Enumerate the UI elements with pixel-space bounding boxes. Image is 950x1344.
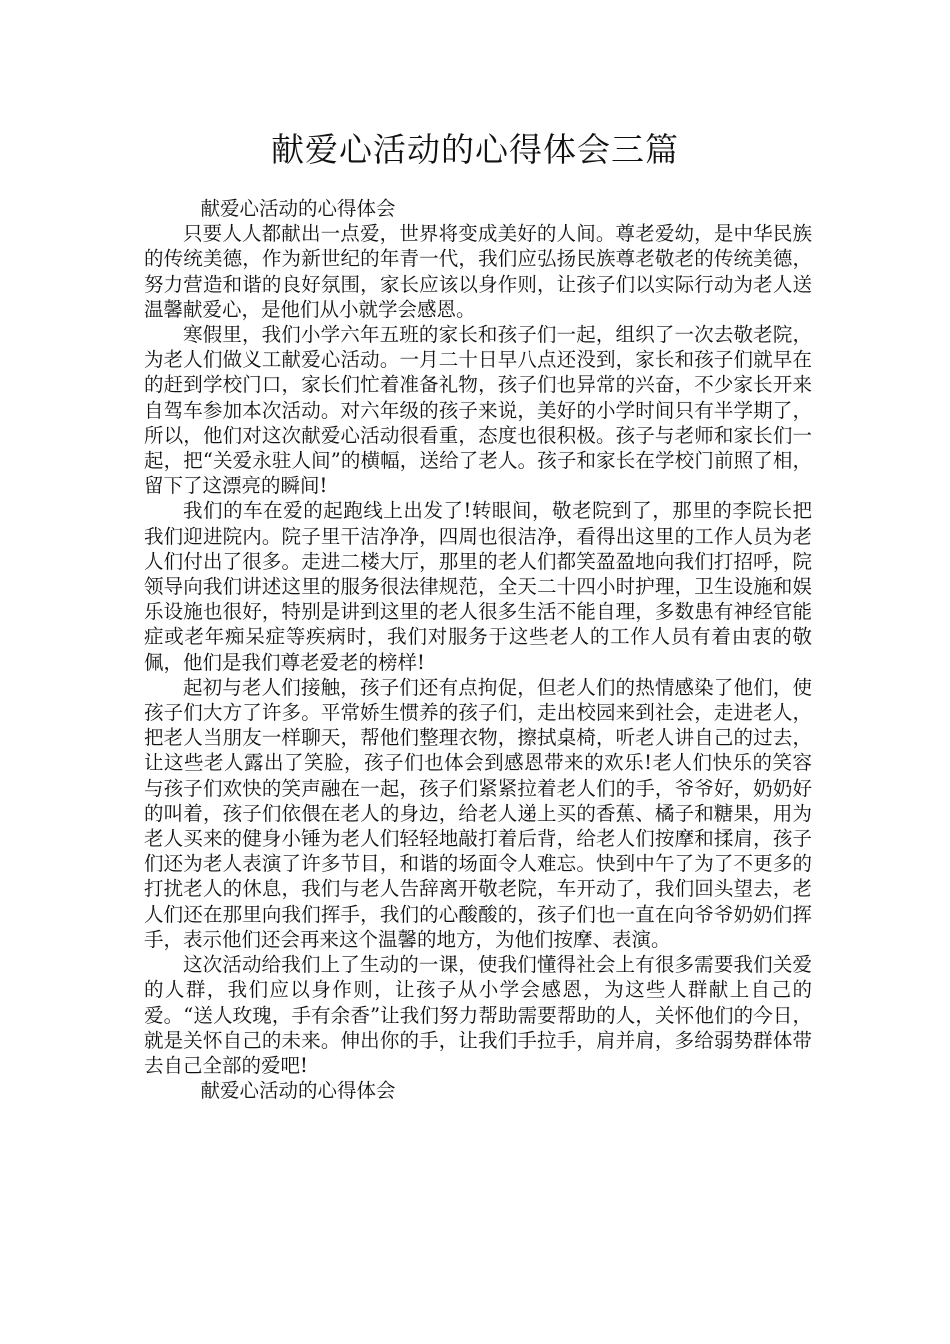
paragraph: 只要人人都献出一点爱，世界将变成美好的人间。尊老爱幼，是中华民族的传统美德，作为新世纪的年青一代，我们应弘扬民族尊老敬老的传统美德，努力营造和谐的良好氛围，家长应该以身作则，让孩子们以实际行动为老人送温馨献爱心，是他们从小就学会感恩。 [144, 222, 812, 321]
document-title: 献爱心活动的心得体会三篇 [271, 130, 679, 169]
paragraph: 寒假里，我们小学六年五班的家长和孩子们一起，组织了一次去敬老院，为老人们做义工献爱心活动。一月二十日早八点还没到，家长和孩子们就早在的赶到学校门口，家长们忙着准备礼物，孩子们也异常的兴奋，不少家长开来自驾车参加本次活动。对六年级的孩子来说，美好的小学时间只有半学期了，所以，他们对这次献爱心活动很看重，态度也很积极。孩子与老师和家长们一起，把“关爱永驻人间”的横幅，送给了老人。孩子和家长在学校门前照了相，留下了这漂亮的瞬间! [144, 323, 812, 498]
section-heading: 献爱心活动的心得体会 [200, 197, 396, 220]
document-body [144, 196, 812, 1103]
paragraph: 我们的车在爱的起跑线上出发了!转眼间，敬老院到了，那里的李院长把我们迎进院内。院子里干洁净净，四周也很洁净，看得出这里的工作人员为老人们付出了很多。走进二楼大厅，那里的老人们都笑盈盈地向我们打招呼，院领导向我们讲述这里的服务很法律规范，全天二十四小时护理，卫生设施和娱乐设施也很好，特别是讲到这里的老人很多生活不能自理，多数患有神经官能症或老年痴呆症等疾病时，我们对服务于这些老人的工作人员有着由衷的敬佩，他们是我们尊老爱老的榜样! [144, 499, 812, 674]
paragraph: 这次活动给我们上了生动的一课，使我们懂得社会上有很多需要我们关爱的人群，我们应以身作则，让孩子从小学会感恩，为这些人群献上自己的爱。“送人玫瑰，手有余香”让我们努力帮助需要帮助的人，关怀他们的今日，就是关怀自己的未来。伸出你的手，让我们手拉手，肩并肩，多给弱势群体带去自己全部的爱吧! [144, 953, 812, 1077]
section-heading: 献爱心活动的心得体会 [200, 1079, 396, 1103]
paragraph: 起初与老人们接触，孩子们还有点拘促，但老人们的热情感染了他们，使孩子们大方了许多。平常娇生惯养的孩子们，走出校园来到社会，走进老人，把老人当朋友一样聊天，帮他们整理衣物，擦拭桌椅，听老人讲自己的过去，让这些老人露出了笑脸，孩子们也体会到感恩带来的欢乐!老人们快乐的笑容与孩子们欢快的笑声融在一起，孩子们紧紧拉着老人们的手，爷爷好，奶奶好的叫着，孩子们依偎在老人的身边，给老人递上买的香蕉、橘子和糖果，用为老人买来的健身小锤为老人们轻轻地敲打着后背，给老人们按摩和揉肩，孩子们还为老人表演了许多节目，和谐的场面令人难忘。快到中午了为了不更多的打扰老人的休息，我们与老人告辞离开敬老院，车开动了，我们回头望去，老人们还在那里向我们挥手，我们的心酸酸的，孩子们也一直在向爷爷奶奶们挥手，表示他们还会再来这个温馨的地方，为他们按摩、表演。 [144, 675, 812, 951]
